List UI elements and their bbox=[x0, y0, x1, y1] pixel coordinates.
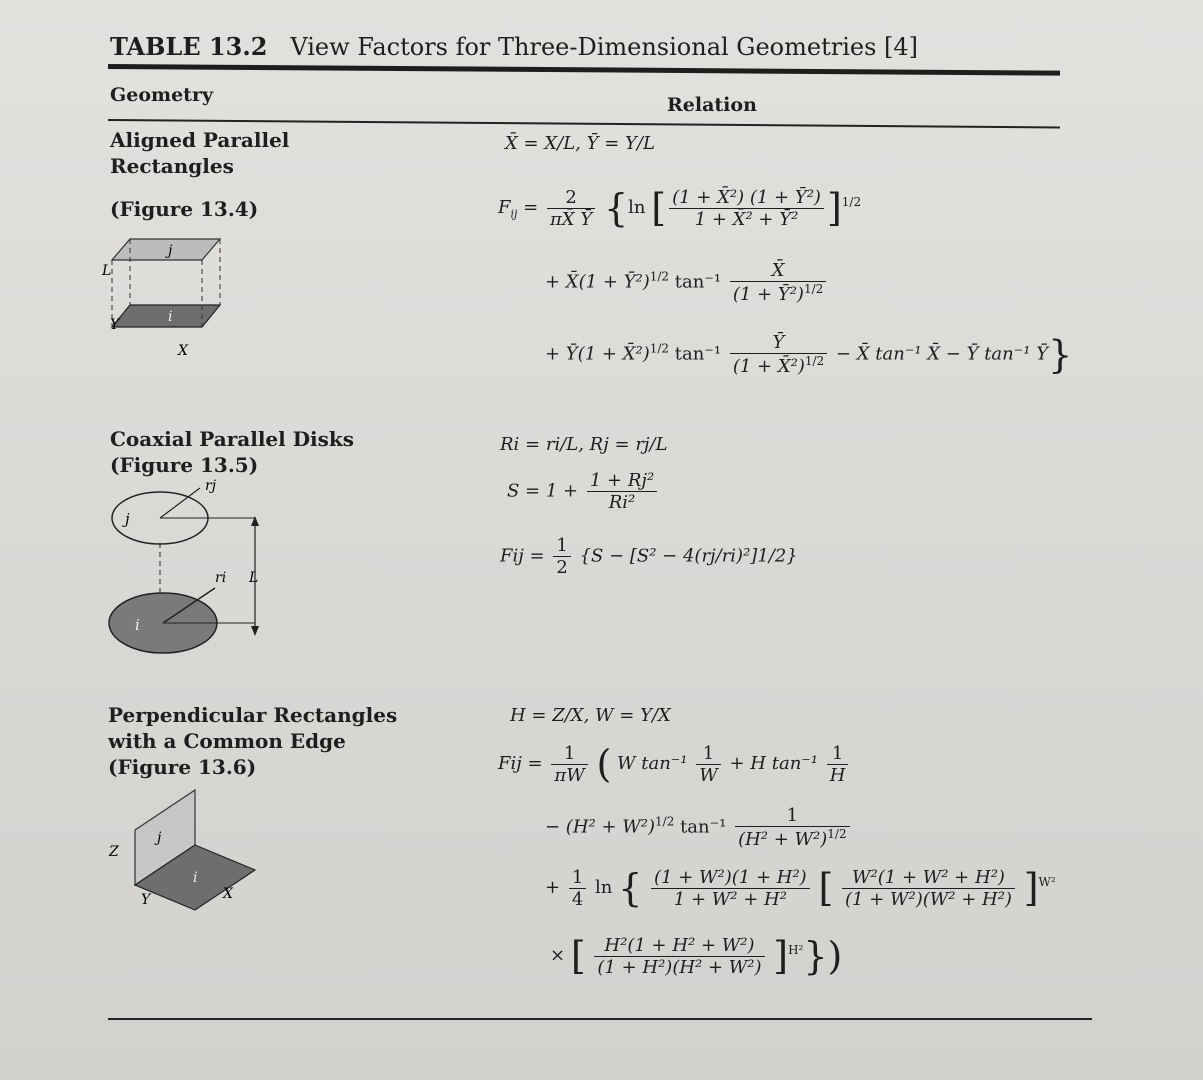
figure-13-4-ref: (Figure 13.4) bbox=[110, 197, 259, 221]
table-label: TABLE 13.2 bbox=[110, 32, 268, 61]
label-Y: Y bbox=[110, 317, 120, 333]
label-j: j bbox=[168, 243, 173, 259]
label-X: X bbox=[178, 343, 188, 359]
col-relation-header: Relation bbox=[667, 94, 757, 116]
label-i: i bbox=[135, 616, 140, 634]
r3-eq-main: Fij = $\frac{1}{\pi W}$ ( W tan⁻¹ $\frac{1}{W}$ + H tan⁻¹ $\frac{1}{H}$ bbox=[498, 742, 851, 786]
r1-eq-main: $F_{ij}$ = $\frac{2}{\pi X̄ Ȳ}$ {ln [ $\frac{\text{(1 + X̄²) (1 + Ȳ²)}}{\text{1 + X̄² + Ȳ²}}$ ]$^{1/2}$ bbox=[498, 186, 862, 230]
table-title bbox=[110, 32, 918, 61]
bottom-rule bbox=[108, 1018, 1092, 1020]
r2-line1: Ri = ri/L, Rj = rj/L bbox=[500, 434, 668, 455]
label-j: j bbox=[157, 830, 162, 846]
r1-line1: X̄ = X/L, Ȳ = Y/L bbox=[505, 133, 655, 154]
r2-eq-F: Fij = $\frac{1}{2}$ {S − [S² − 4(rj/ri)²]1/2} bbox=[500, 535, 798, 578]
figure-13-5-diagram bbox=[105, 478, 285, 658]
geometry-perpendicular-rectangles: Perpendicular Rectangles with a Common Edge bbox=[108, 703, 398, 753]
label-L: L bbox=[102, 263, 112, 279]
r3-eq-line3: + $\frac{1}{4}$ ln { $\frac{\text{(1 + W²)(1 + H²)}}{\text{1 + W² + H²}}$ [ $\frac{\text{W²(1 + W² + H²)}}{\text{(1 + W²)(W² + H²)}}$ ]$^{W^2}$ bbox=[545, 866, 1056, 910]
rect-i bbox=[112, 305, 220, 327]
r3-eq-line4: × [ $\frac{\text{H²(1 + H² + W²)}}{\text{(1 + H²)(H² + W²)}}$ ]$^{H^2}$}) bbox=[550, 934, 843, 978]
geometry-aligned-rectangles: Aligned Parallel Rectangles bbox=[110, 128, 290, 178]
title-rule bbox=[108, 64, 1060, 76]
label-X: X bbox=[223, 886, 233, 902]
label-i: i bbox=[168, 309, 173, 325]
geometry-coaxial-disks: Coaxial Parallel Disks bbox=[110, 427, 355, 451]
figure-13-5-ref: (Figure 13.5) bbox=[110, 453, 259, 477]
col-geometry-header: Geometry bbox=[110, 84, 214, 106]
r2-eq-S: S = 1 + $\frac{\text{1 + Rj²}}{\text{Ri²}}$ bbox=[507, 470, 660, 513]
figure-13-6-diagram bbox=[105, 780, 275, 910]
figure-13-6-ref: (Figure 13.6) bbox=[108, 755, 257, 779]
label-L: L bbox=[249, 570, 259, 586]
figure-13-4-diagram bbox=[102, 225, 248, 370]
r3-eq-line2: − $(H^2 + W^2)^{1/2}$ tan⁻¹ $\frac{1}{(H^2 + W^2)^{1/2}}$ bbox=[545, 805, 853, 850]
label-j: j bbox=[125, 510, 130, 528]
rect-j bbox=[112, 239, 220, 260]
table-caption: View Factors for Three-Dimensional Geometries [4] bbox=[290, 33, 919, 61]
r1-eq-term2: + X̄(1 + Ȳ²)$^{1/2}$ tan⁻¹ $\frac{X̄}{(1 + Ȳ^2)^{1/2}}$ bbox=[545, 260, 829, 305]
label-Y: Y bbox=[141, 892, 151, 908]
r3-line1: H = Z/X, W = Y/X bbox=[510, 705, 671, 726]
label-Z: Z bbox=[109, 844, 119, 860]
label-rj: rj bbox=[205, 478, 217, 494]
label-i: i bbox=[193, 870, 198, 886]
label-ri: ri bbox=[215, 570, 227, 586]
r1-eq-term3: + Ȳ(1 + X̄²)$^{1/2}$ tan⁻¹ $\frac{Ȳ}{(1 + X̄^2)^{1/2}}$ − X̄ tan⁻¹ X̄ − Ȳ tan⁻¹ Ȳ} bbox=[545, 332, 1073, 377]
